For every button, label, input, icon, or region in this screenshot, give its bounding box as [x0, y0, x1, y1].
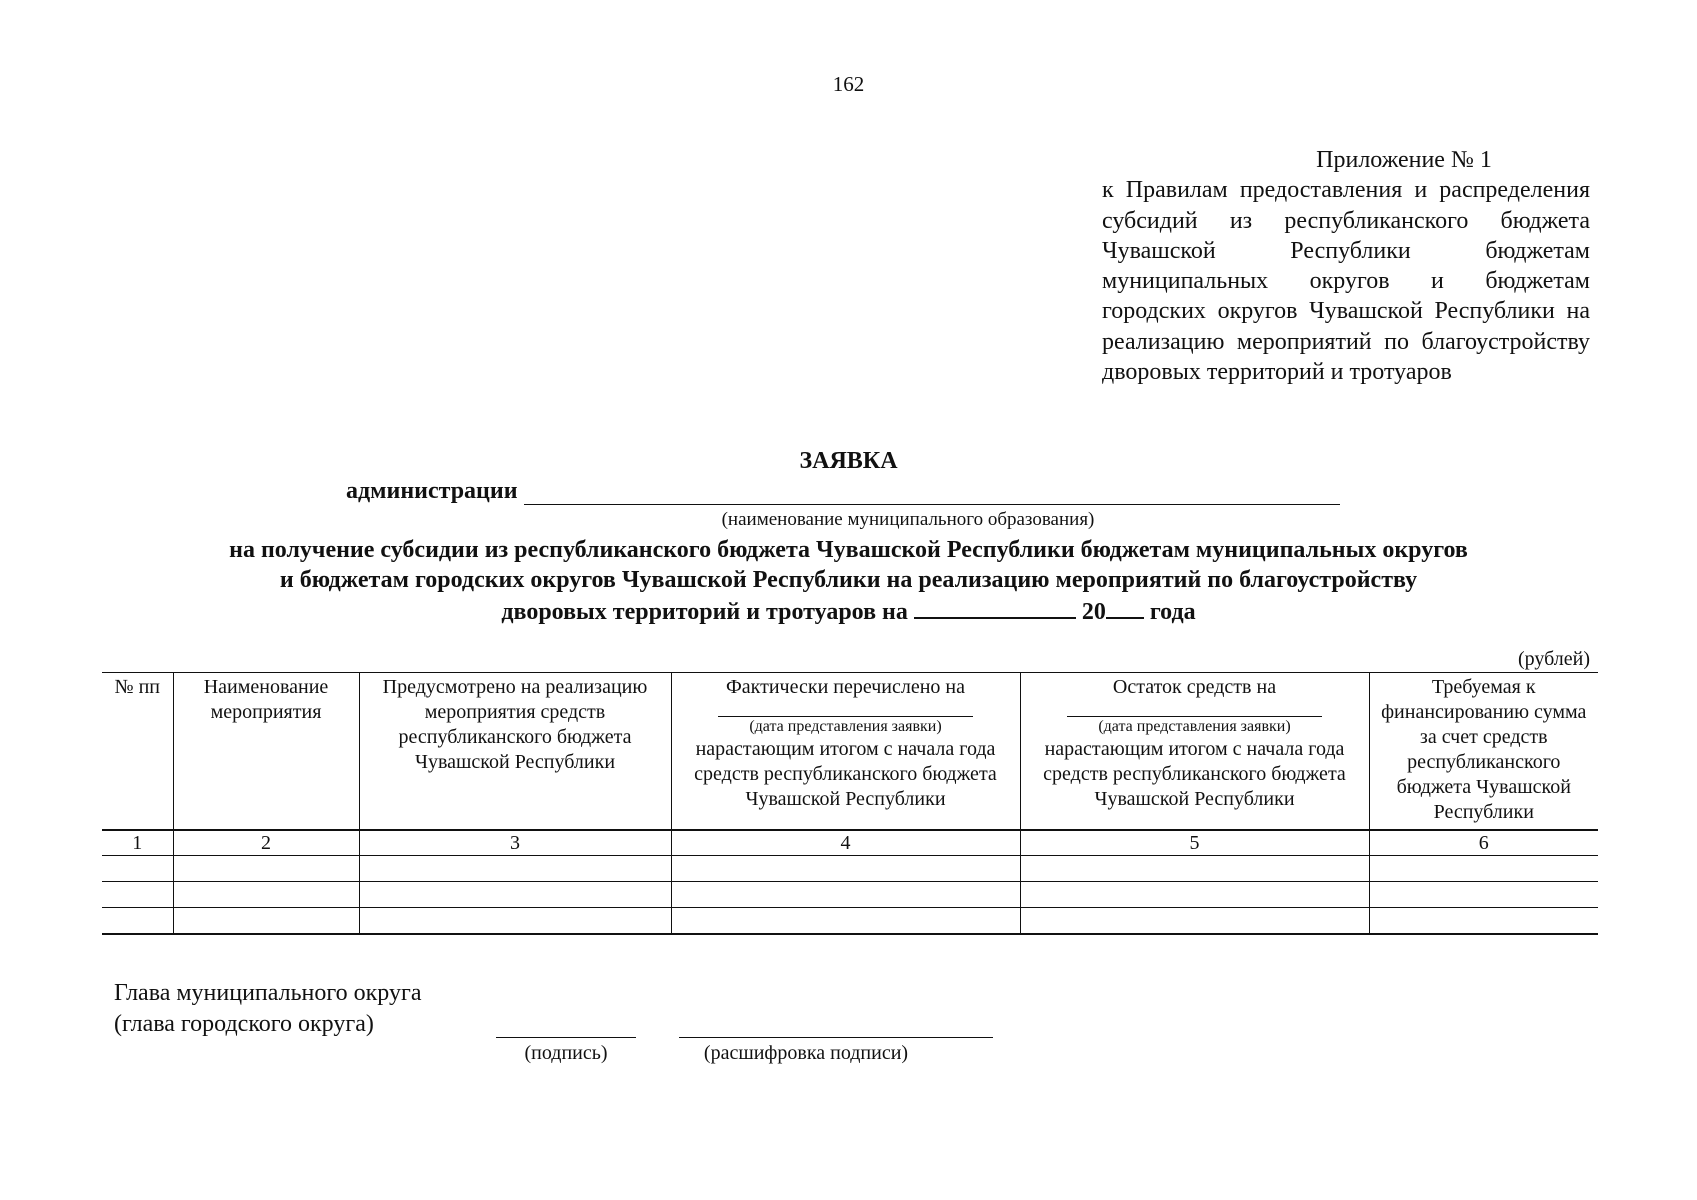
- column-number: 3: [359, 830, 671, 856]
- header-balance: [1020, 673, 1369, 831]
- year-blank[interactable]: [1106, 595, 1144, 619]
- table-row: [102, 856, 1598, 882]
- admin-caption: (наименование муниципального образования): [721, 509, 1095, 530]
- signature-line-1: Глава муниципального округа: [114, 980, 422, 1006]
- page-number: 162: [832, 72, 865, 96]
- appendix-title: Приложение № 1: [1316, 147, 1492, 173]
- purpose-text: [0, 535, 1697, 627]
- appendix-body: к Правилам предоставления и распределения субсидий из республиканского бюджета Чувашской Республики бюджетам муниципальных округов и бюджетам городских округов Чувашской Республики на реализацию мероприятий по благоустройству дворовых территорий и тротуаров: [1102, 177, 1590, 386]
- table-cell[interactable]: [173, 908, 359, 935]
- table-cell[interactable]: [102, 882, 173, 908]
- table-cell[interactable]: [1020, 856, 1369, 882]
- signature-decode-caption: (расшифровка подписи): [703, 1042, 909, 1064]
- header-transferred: [671, 673, 1020, 831]
- table-cell[interactable]: [1369, 882, 1598, 908]
- column-number: 1: [102, 830, 173, 856]
- form-title: ЗАЯВКА: [799, 448, 898, 474]
- table-cell[interactable]: [671, 856, 1020, 882]
- header-balance-date-blank[interactable]: [1067, 708, 1322, 717]
- column-number: 2: [173, 830, 359, 856]
- table-cell[interactable]: [359, 908, 671, 935]
- table-header-row: [102, 673, 1598, 831]
- table-cell[interactable]: [671, 908, 1020, 935]
- admin-line: [346, 478, 1340, 505]
- signature-line-2: (глава городского округа): [114, 1011, 374, 1037]
- header-transferred-date-blank[interactable]: [718, 708, 973, 717]
- table-cell[interactable]: [102, 908, 173, 935]
- header-balance-top: Остаток средств на: [1112, 676, 1277, 698]
- date-blank[interactable]: [914, 595, 1076, 619]
- header-planned: Предусмотрено на реализацию мероприятия средств республиканского бюджета Чувашской Республики: [359, 673, 671, 831]
- header-transferred-bottom: нарастающим итогом с начала года средств республиканского бюджета Чувашской Республики: [694, 738, 997, 810]
- table-cell[interactable]: [1369, 856, 1598, 882]
- column-number-row: [102, 830, 1598, 856]
- purpose-line-3: [0, 595, 1697, 627]
- header-balance-bottom: нарастающим итогом с начала года средств республиканского бюджета Чувашской Республики: [1043, 738, 1346, 810]
- year-prefix: 20: [1081, 599, 1106, 625]
- table-cell[interactable]: [359, 882, 671, 908]
- table-cell[interactable]: [1020, 882, 1369, 908]
- table-cell[interactable]: [173, 882, 359, 908]
- column-number: 5: [1020, 830, 1369, 856]
- header-number: № пп: [102, 673, 173, 831]
- header-activity-name: Наименование мероприятия: [173, 673, 359, 831]
- year-suffix: года: [1149, 599, 1196, 625]
- table-cell[interactable]: [1020, 908, 1369, 935]
- purpose-line-1: на получение субсидии из республиканского бюджета Чувашской Республики бюджетам муниципальных округов: [229, 537, 1468, 563]
- table-cell[interactable]: [102, 856, 173, 882]
- column-number: 6: [1369, 830, 1598, 856]
- purpose-line-3-start: дворовых территорий и тротуаров на: [501, 599, 908, 625]
- table-cell[interactable]: [359, 856, 671, 882]
- signature-title: [114, 978, 422, 1040]
- column-number: 4: [671, 830, 1020, 856]
- units-label: (рублей): [1517, 648, 1590, 670]
- signature-decode-blank[interactable]: [679, 1037, 993, 1038]
- request-table: [102, 672, 1598, 935]
- table-cell[interactable]: [1369, 908, 1598, 935]
- table-row: [102, 908, 1598, 935]
- header-transferred-caption: (дата представления заявки): [749, 718, 942, 735]
- signature-caption: (подпись): [524, 1042, 608, 1064]
- table-cell[interactable]: [671, 882, 1020, 908]
- appendix-block: [1102, 145, 1590, 387]
- admin-label: администрации: [346, 478, 518, 504]
- signature-blank[interactable]: [496, 1037, 636, 1038]
- admin-name-blank[interactable]: [524, 478, 1340, 505]
- header-required-amount: Требуемая к финансированию сумма за счет средств республиканского бюджета Чувашской Республики: [1369, 673, 1598, 831]
- table-row: [102, 882, 1598, 908]
- header-transferred-top: Фактически перечислено на: [725, 676, 966, 698]
- header-balance-caption: (дата представления заявки): [1098, 718, 1291, 735]
- purpose-line-2: и бюджетам городских округов Чувашской Республики на реализацию мероприятий по благоустройству: [279, 567, 1418, 593]
- table-cell[interactable]: [173, 856, 359, 882]
